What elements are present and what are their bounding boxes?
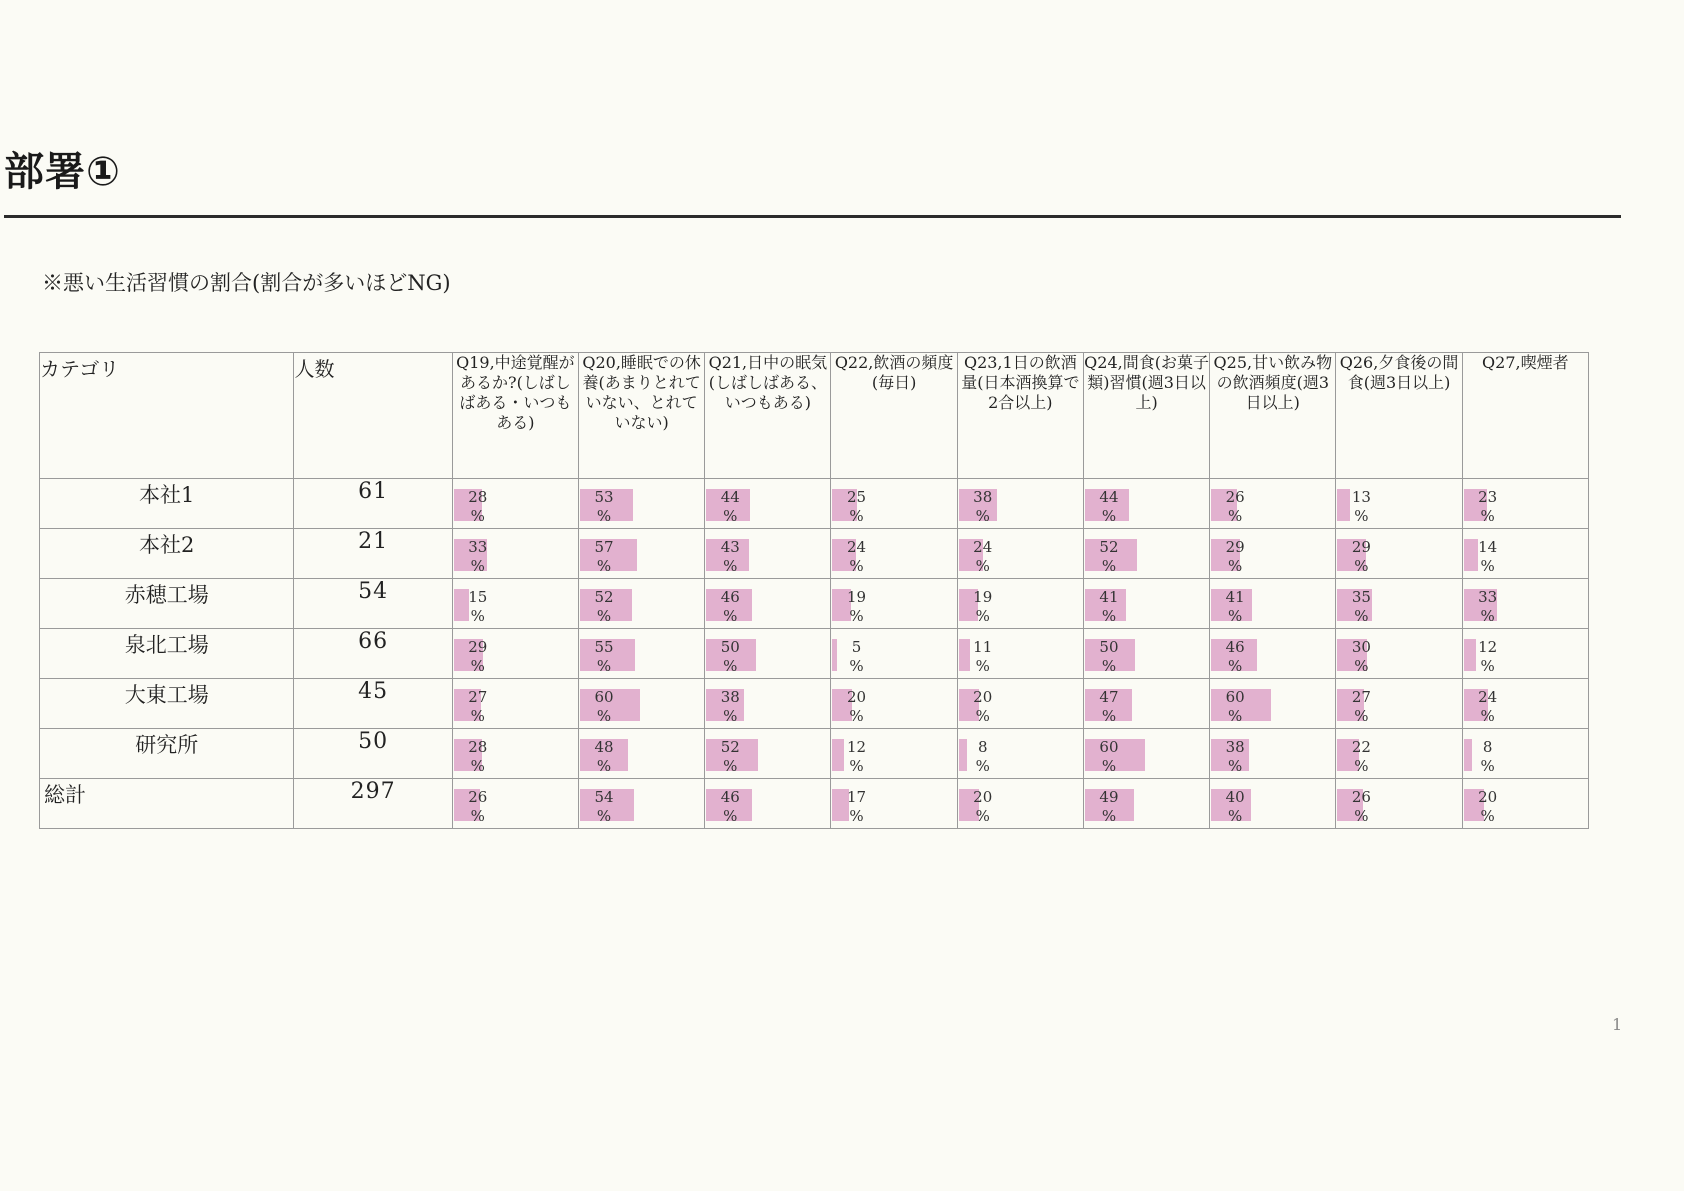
percent-sign: % — [1354, 607, 1369, 625]
percent-sign: % — [470, 657, 485, 675]
percent-bar — [1464, 639, 1476, 671]
percent-bar — [1464, 739, 1472, 771]
percent-sign: % — [849, 507, 864, 525]
percent-label — [718, 788, 742, 826]
percent-sign: % — [1101, 707, 1117, 725]
percent-value: 5 — [851, 638, 862, 656]
percent-sign: % — [470, 607, 485, 625]
percent-value: 46 — [720, 788, 740, 806]
percent-cell — [957, 479, 1083, 529]
percent-sign: % — [1480, 557, 1495, 575]
percent-cell — [1462, 729, 1588, 779]
percent-value: 38 — [973, 488, 993, 506]
percent-sign: % — [1480, 807, 1495, 825]
percent-cell — [1462, 629, 1588, 679]
percent-label — [1476, 638, 1500, 676]
percent-bar — [832, 639, 837, 671]
percent-value: 28 — [468, 738, 488, 756]
percent-sign: % — [1228, 657, 1243, 675]
percent-sign: % — [975, 607, 990, 625]
percent-sign: % — [1228, 507, 1243, 525]
percent-cell — [1083, 629, 1209, 679]
title-divider — [4, 215, 1621, 218]
percent-value: 38 — [1225, 738, 1245, 756]
percent-cell — [705, 579, 831, 629]
percent-label — [1223, 538, 1247, 576]
percent-sign: % — [975, 757, 990, 775]
percent-label — [718, 488, 742, 526]
percent-cell — [1336, 529, 1462, 579]
percent-sign: % — [975, 707, 990, 725]
percent-value: 26 — [468, 788, 488, 806]
question-header-q21: Q21,日中の眠気(しばしばある、いつもある) — [705, 353, 831, 479]
percent-sign: % — [723, 707, 738, 725]
count-header: 人数 — [294, 353, 452, 479]
percent-value: 19 — [846, 588, 867, 606]
percent-sign: % — [1101, 807, 1117, 825]
category-header: カテゴリ — [40, 353, 294, 479]
percent-value: 22 — [1351, 738, 1371, 756]
percent-cell — [831, 579, 957, 629]
percent-label — [1349, 638, 1373, 676]
count-cell: 66 — [294, 629, 452, 679]
percent-label — [1476, 688, 1500, 726]
percent-label — [1097, 488, 1121, 526]
percent-label — [1349, 688, 1373, 726]
count-cell: 297 — [294, 779, 452, 829]
percent-value: 24 — [973, 538, 993, 556]
percent-cell — [1083, 529, 1209, 579]
percent-label — [1349, 538, 1373, 576]
percent-label — [1223, 488, 1247, 526]
percent-sign: % — [849, 757, 864, 775]
percent-sign: % — [975, 807, 990, 825]
percent-sign: % — [849, 657, 864, 675]
percent-value: 20 — [973, 688, 993, 706]
percent-cell — [705, 629, 831, 679]
percent-sign: % — [1480, 707, 1495, 725]
percent-label — [466, 788, 490, 826]
percent-cell — [1210, 679, 1336, 729]
percent-cell — [831, 679, 957, 729]
percent-value: 46 — [1225, 638, 1245, 656]
percent-cell — [705, 779, 831, 829]
percent-label — [1223, 688, 1247, 726]
percent-value: 55 — [594, 638, 614, 656]
count-cell: 61 — [294, 479, 452, 529]
percent-cell — [1336, 479, 1462, 529]
percent-value: 29 — [468, 638, 488, 656]
percent-sign: % — [849, 557, 864, 575]
percent-value: 15 — [468, 588, 488, 606]
percent-sign: % — [849, 807, 864, 825]
percent-cell — [705, 729, 831, 779]
percent-cell — [1462, 479, 1588, 529]
table-body — [40, 479, 1589, 829]
percent-cell — [1462, 529, 1588, 579]
percent-cell — [1462, 579, 1588, 629]
category-cell: 研究所 — [40, 729, 294, 779]
percent-value: 44 — [1099, 488, 1119, 506]
percent-value: 28 — [468, 488, 488, 506]
percent-label — [1349, 788, 1373, 826]
percent-label — [844, 588, 868, 626]
percent-label — [1097, 638, 1121, 676]
percent-value: 29 — [1351, 538, 1371, 556]
percent-cell — [1210, 579, 1336, 629]
percent-label — [718, 538, 742, 576]
category-cell: 本社2 — [40, 529, 294, 579]
percent-value: 41 — [1099, 588, 1119, 606]
percent-cell — [1210, 779, 1336, 829]
percent-label — [844, 738, 868, 776]
percent-label — [971, 638, 995, 676]
percent-cell — [1462, 679, 1588, 729]
question-header-q19: Q19,中途覚醒があるか?(しばしばある・いつもある) — [452, 353, 578, 479]
percent-cell — [452, 679, 578, 729]
percent-value: 60 — [1225, 688, 1245, 706]
question-header-q26: Q26,夕食後の間食(週3日以上) — [1336, 353, 1462, 479]
percent-sign: % — [1354, 557, 1369, 575]
percent-cell — [452, 579, 578, 629]
percent-label — [1223, 588, 1247, 626]
percent-cell — [579, 679, 705, 729]
percent-cell — [579, 529, 705, 579]
percent-sign: % — [470, 707, 485, 725]
percent-value: 47 — [1099, 688, 1119, 706]
percent-label — [844, 688, 868, 726]
percent-cell — [1210, 629, 1336, 679]
percent-value: 17 — [846, 788, 867, 806]
percent-label — [971, 588, 995, 626]
percent-value: 12 — [846, 738, 867, 756]
percent-cell — [831, 629, 957, 679]
category-cell: 本社1 — [40, 479, 294, 529]
percent-label — [1476, 538, 1500, 576]
percent-value: 26 — [1225, 488, 1245, 506]
percent-label — [466, 688, 490, 726]
percent-sign: % — [1354, 657, 1369, 675]
percent-sign: % — [596, 657, 612, 675]
percent-cell — [579, 629, 705, 679]
percent-cell — [957, 729, 1083, 779]
percent-value: 43 — [720, 538, 740, 556]
percent-value: 26 — [1351, 788, 1371, 806]
percent-label — [1476, 738, 1500, 776]
percent-value: 30 — [1351, 638, 1371, 656]
percent-sign: % — [1228, 607, 1243, 625]
table-row — [40, 729, 1589, 779]
percent-label — [1476, 488, 1500, 526]
percent-cell — [1336, 629, 1462, 679]
percent-cell — [452, 629, 578, 679]
percent-cell — [1462, 779, 1588, 829]
percent-cell — [1083, 479, 1209, 529]
percent-value: 40 — [1225, 788, 1245, 806]
percent-label — [1349, 738, 1373, 776]
category-cell: 総計 — [40, 779, 294, 829]
table-row — [40, 679, 1589, 729]
percent-cell — [452, 529, 578, 579]
percent-sign: % — [470, 557, 485, 575]
percent-value: 24 — [1478, 688, 1498, 706]
percent-sign: % — [596, 707, 612, 725]
percent-sign: % — [975, 507, 990, 525]
percent-label — [1097, 588, 1121, 626]
count-cell: 21 — [294, 529, 452, 579]
percent-cell — [957, 529, 1083, 579]
percent-value: 41 — [1225, 588, 1245, 606]
percent-cell — [1083, 679, 1209, 729]
percent-cell — [579, 579, 705, 629]
percent-cell — [1210, 729, 1336, 779]
percent-label — [718, 688, 742, 726]
percent-label — [1097, 788, 1121, 826]
percent-cell — [1336, 579, 1462, 629]
percent-bar — [832, 739, 844, 771]
percent-sign: % — [596, 557, 612, 575]
percent-value: 20 — [846, 688, 867, 706]
percent-cell — [1210, 479, 1336, 529]
percent-value: 13 — [1351, 488, 1371, 506]
percent-value: 52 — [1099, 538, 1119, 556]
count-cell: 50 — [294, 729, 452, 779]
percent-sign: % — [1101, 557, 1117, 575]
page-title: 部署① — [4, 149, 121, 195]
percent-label — [1223, 638, 1247, 676]
percent-cell — [579, 779, 705, 829]
percent-label — [466, 538, 490, 576]
percent-value: 27 — [1351, 688, 1371, 706]
percent-label — [466, 488, 490, 526]
percent-sign: % — [723, 507, 738, 525]
table-header-row — [40, 353, 1589, 479]
percent-label — [592, 788, 616, 826]
percent-label — [592, 488, 616, 526]
percent-value: 8 — [977, 738, 988, 756]
percent-label — [718, 638, 742, 676]
count-cell: 54 — [294, 579, 452, 629]
percent-value: 14 — [1478, 538, 1498, 556]
percent-cell — [579, 479, 705, 529]
percent-sign: % — [1228, 757, 1243, 775]
percent-cell — [1210, 529, 1336, 579]
percent-sign: % — [1354, 707, 1369, 725]
percent-value: 52 — [594, 588, 614, 606]
percent-label — [592, 738, 616, 776]
percent-value: 38 — [720, 688, 740, 706]
percent-value: 11 — [973, 638, 993, 656]
percent-value: 49 — [1099, 788, 1119, 806]
question-header-q25: Q25,甘い飲み物の飲酒頻度(週3日以上) — [1210, 353, 1336, 479]
percent-sign: % — [596, 757, 612, 775]
percent-sign: % — [723, 607, 738, 625]
percent-cell — [452, 479, 578, 529]
lifestyle-table — [39, 352, 1589, 829]
percent-value: 24 — [846, 538, 867, 556]
percent-cell — [1336, 779, 1462, 829]
percent-sign: % — [723, 757, 738, 775]
percent-cell — [705, 529, 831, 579]
percent-cell — [831, 779, 957, 829]
percent-cell — [705, 679, 831, 729]
percent-sign: % — [596, 507, 612, 525]
percent-cell — [1083, 729, 1209, 779]
percent-value: 46 — [720, 588, 740, 606]
percent-label — [844, 538, 868, 576]
percent-bar — [959, 739, 967, 771]
percent-label — [1223, 788, 1247, 826]
percent-sign: % — [1101, 657, 1117, 675]
percent-value: 50 — [1099, 638, 1119, 656]
percent-value: 12 — [1478, 638, 1498, 656]
percent-sign: % — [723, 807, 738, 825]
percent-cell — [957, 679, 1083, 729]
percent-label — [1476, 788, 1500, 826]
percent-value: 8 — [1482, 738, 1493, 756]
question-header-q23: Q23,1日の飲酒量(日本酒換算で2合以上) — [957, 353, 1083, 479]
percent-cell — [452, 729, 578, 779]
question-header-q20: Q20,睡眠での休養(あまりとれていない、とれていない) — [579, 353, 705, 479]
percent-label — [592, 688, 616, 726]
percent-cell — [705, 479, 831, 529]
percent-sign: % — [1480, 757, 1495, 775]
percent-sign: % — [470, 507, 485, 525]
percent-sign: % — [1228, 707, 1243, 725]
percent-label — [1097, 688, 1121, 726]
percent-label — [971, 738, 995, 776]
percent-label — [592, 638, 616, 676]
question-header-q27: Q27,喫煙者 — [1462, 353, 1588, 479]
percent-sign: % — [849, 607, 864, 625]
table-note: ※悪い生活習慣の割合(割合が多いほどNG) — [42, 271, 451, 295]
percent-value: 60 — [1099, 738, 1119, 756]
percent-sign: % — [1101, 607, 1117, 625]
table-row — [40, 529, 1589, 579]
percent-value: 52 — [720, 738, 740, 756]
percent-label — [971, 688, 995, 726]
percent-sign: % — [723, 657, 738, 675]
category-cell: 泉北工場 — [40, 629, 294, 679]
percent-label — [844, 638, 868, 676]
percent-sign: % — [975, 557, 990, 575]
percent-sign: % — [1101, 757, 1117, 775]
percent-label — [1349, 588, 1373, 626]
percent-sign: % — [596, 807, 612, 825]
percent-sign: % — [1228, 557, 1243, 575]
percent-sign: % — [1354, 507, 1369, 525]
percent-value: 33 — [1478, 588, 1498, 606]
percent-sign: % — [1101, 507, 1117, 525]
percent-value: 33 — [468, 538, 488, 556]
percent-value: 27 — [468, 688, 488, 706]
percent-sign: % — [470, 807, 485, 825]
percent-value: 50 — [720, 638, 740, 656]
percent-label — [971, 538, 995, 576]
percent-label — [1097, 738, 1121, 776]
percent-cell — [1336, 729, 1462, 779]
percent-value: 44 — [720, 488, 740, 506]
percent-cell — [1083, 579, 1209, 629]
percent-value: 57 — [594, 538, 614, 556]
percent-label — [844, 788, 868, 826]
percent-sign: % — [1228, 807, 1243, 825]
percent-label — [1097, 538, 1121, 576]
total-row — [40, 779, 1589, 829]
percent-cell — [831, 729, 957, 779]
percent-label — [466, 588, 490, 626]
percent-sign: % — [849, 707, 864, 725]
category-cell: 赤穂工場 — [40, 579, 294, 629]
percent-value: 20 — [1478, 788, 1498, 806]
question-header-q22: Q22,飲酒の頻度(毎日) — [831, 353, 957, 479]
percent-sign: % — [1480, 507, 1495, 525]
question-header-q24: Q24,間食(お菓子類)習慣(週3日以上) — [1083, 353, 1209, 479]
percent-value: 53 — [594, 488, 614, 506]
percent-sign: % — [596, 607, 612, 625]
category-cell: 大東工場 — [40, 679, 294, 729]
percent-sign: % — [975, 657, 990, 675]
percent-label — [592, 588, 616, 626]
percent-label — [1476, 588, 1500, 626]
percent-value: 19 — [973, 588, 993, 606]
percent-label — [718, 738, 742, 776]
percent-cell — [957, 579, 1083, 629]
percent-cell — [831, 529, 957, 579]
percent-value: 20 — [973, 788, 993, 806]
percent-cell — [957, 629, 1083, 679]
percent-label — [1349, 488, 1373, 526]
percent-cell — [579, 729, 705, 779]
percent-cell — [1083, 779, 1209, 829]
percent-value: 54 — [594, 788, 614, 806]
percent-label — [592, 538, 616, 576]
percent-sign: % — [1480, 607, 1495, 625]
percent-value: 25 — [846, 488, 867, 506]
percent-sign: % — [1354, 807, 1369, 825]
percent-label — [844, 488, 868, 526]
percent-label — [718, 588, 742, 626]
percent-bar — [959, 639, 970, 671]
percent-label — [466, 638, 490, 676]
count-cell: 45 — [294, 679, 452, 729]
percent-sign: % — [1480, 657, 1495, 675]
percent-cell — [831, 479, 957, 529]
percent-sign: % — [470, 757, 485, 775]
table-row — [40, 579, 1589, 629]
percent-cell — [957, 779, 1083, 829]
percent-value: 60 — [594, 688, 614, 706]
percent-label — [971, 788, 995, 826]
percent-value: 35 — [1351, 588, 1371, 606]
table-row — [40, 629, 1589, 679]
percent-label — [1223, 738, 1247, 776]
percent-cell — [1336, 679, 1462, 729]
percent-cell — [452, 779, 578, 829]
percent-label — [466, 738, 490, 776]
page-number: 1 — [1612, 1015, 1623, 1034]
percent-value: 48 — [594, 738, 614, 756]
percent-value: 29 — [1225, 538, 1245, 556]
percent-label — [971, 488, 995, 526]
table-row — [40, 479, 1589, 529]
percent-value: 23 — [1478, 488, 1498, 506]
percent-sign: % — [723, 557, 738, 575]
percent-sign: % — [1354, 757, 1369, 775]
